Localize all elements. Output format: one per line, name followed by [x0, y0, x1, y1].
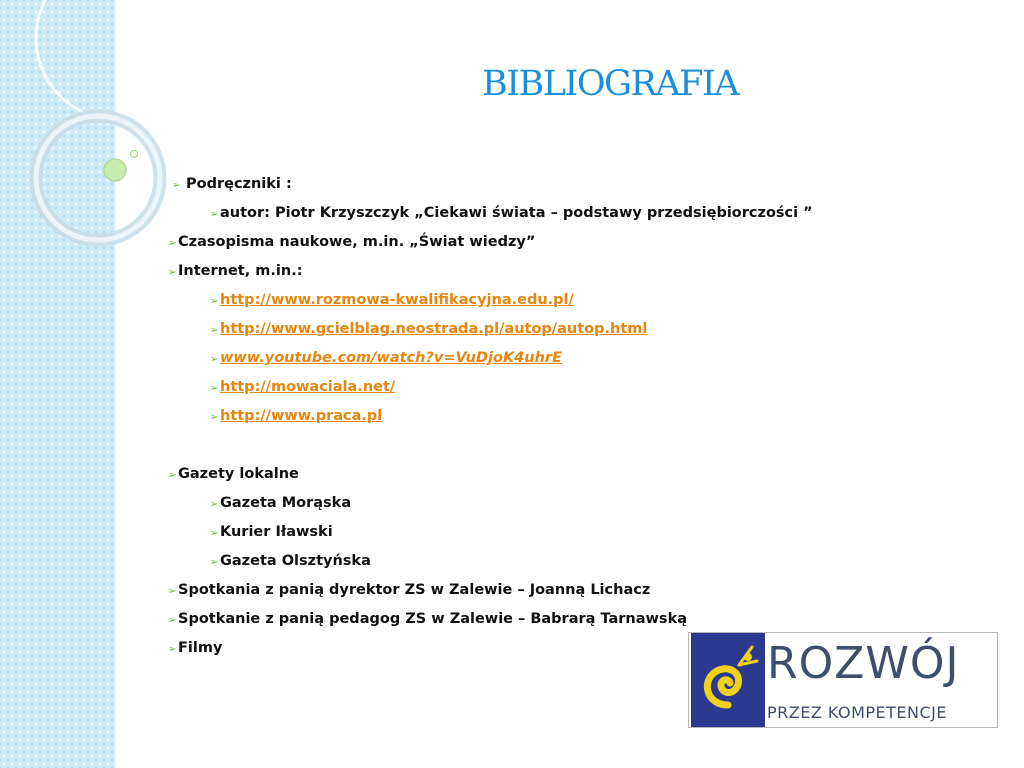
green-arrow-bullet-icon: ➢ — [210, 383, 219, 394]
list-item-text: Gazeta Morąska — [220, 495, 352, 511]
green-arrow-bullet-icon: ➢ — [210, 209, 219, 220]
green-arrow-bullet-icon: ➢ — [168, 267, 177, 278]
list-item-text: Gazety lokalne — [178, 466, 299, 482]
link-praca[interactable]: http://www.praca.pl — [220, 408, 383, 424]
slide-title: BIBLIOGRAFIA — [481, 64, 738, 104]
list-item — [210, 292, 574, 308]
list-item — [168, 466, 299, 482]
list-item-text: Spotkanie z panią pedagog ZS w Zalewie – Babrarą Tarnawską — [178, 611, 687, 627]
thick-ring-highlight — [36, 116, 160, 240]
list-item — [168, 582, 650, 598]
rozwoj-logo — [688, 632, 998, 728]
green-arrow-bullet-icon: ➢ — [168, 470, 177, 481]
green-arrow-bullet-icon: ➢ — [210, 557, 219, 568]
green-arrow-bullet-icon: ➢ — [210, 325, 219, 336]
green-arrow-bullet-icon: ➢ — [210, 412, 219, 423]
list-item-text: Internet, m.in.: — [178, 263, 303, 279]
list-item — [210, 408, 382, 424]
list-item-text: Kurier Iławski — [220, 524, 333, 540]
list-item — [172, 176, 292, 192]
list-item-text: autor: Piotr Krzyszczyk „Ciekawi świata – podstawy przedsiębiorczości ” — [220, 205, 813, 221]
list-item — [168, 263, 303, 279]
list-item — [210, 379, 395, 395]
link-gcielblag[interactable]: http://www.gcielblag.neostrada.pl/autop/autop.html — [220, 321, 648, 337]
link-rozmowa-kwalifikacyjna[interactable]: http://www.rozmowa-kwalifikacyjna.edu.pl/ — [220, 292, 574, 308]
logo-subtitle: PRZEZ KOMPETENCJE — [767, 703, 948, 722]
large-ring — [36, 0, 200, 120]
list-item — [168, 234, 535, 250]
list-item — [168, 640, 222, 656]
green-arrow-bullet-icon: ➢ — [210, 528, 219, 539]
green-arrow-bullet-icon: ➢ — [172, 180, 181, 191]
link-youtube[interactable]: www.youtube.com/watch?v=VuDjoK4uhrE — [220, 350, 562, 366]
list-item — [210, 553, 371, 569]
logo-title: ROZWÓJ — [767, 638, 960, 689]
small-green-ring — [131, 151, 138, 158]
list-item — [168, 611, 687, 627]
green-arrow-bullet-icon: ➢ — [210, 499, 219, 510]
green-arrow-bullet-icon: ➢ — [210, 296, 219, 307]
list-item — [210, 321, 647, 337]
list-item — [210, 524, 333, 540]
green-arrow-bullet-icon: ➢ — [168, 586, 177, 597]
link-mowaciala[interactable]: http://mowaciala.net/ — [220, 379, 396, 395]
list-item-text: Spotkania z panią dyrektor ZS w Zalewie – Joanną Lichacz — [178, 582, 651, 598]
list-item-text: Filmy — [178, 640, 223, 656]
list-item — [210, 205, 813, 221]
green-arrow-bullet-icon: ➢ — [168, 644, 177, 655]
list-item — [210, 350, 562, 366]
green-dot — [104, 159, 126, 181]
green-arrow-bullet-icon: ➢ — [168, 238, 177, 249]
list-item-text: Podręczniki : — [186, 176, 292, 192]
green-arrow-bullet-icon: ➢ — [210, 354, 219, 365]
swirl-logo-icon — [691, 633, 765, 727]
list-item-text: Czasopisma naukowe, m.in. „Świat wiedzy” — [178, 234, 536, 250]
green-arrow-bullet-icon: ➢ — [168, 615, 177, 626]
list-item — [210, 495, 351, 511]
list-item-text: Gazeta Olsztyńska — [220, 553, 371, 569]
